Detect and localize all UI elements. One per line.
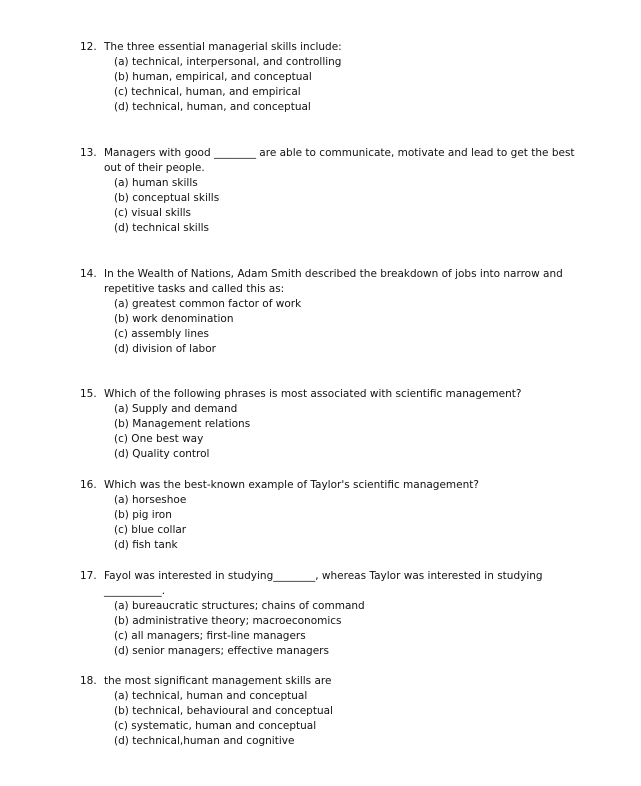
options-list: [80, 297, 580, 357]
question-16: [80, 478, 580, 553]
question-number: 12.: [80, 41, 97, 53]
options-list: [80, 176, 580, 236]
question-text: Managers with good ________ are able to communicate, motivate and lead to get the best out of their people.: [104, 147, 575, 174]
option: (d) division of labor: [114, 343, 216, 355]
question-12: [80, 40, 580, 115]
options-list: [80, 493, 580, 553]
option: (b) Management relations: [114, 418, 251, 430]
question-14: [80, 267, 580, 357]
option: (c) systematic, human and conceptual: [114, 720, 317, 732]
question-number: 15.: [80, 388, 97, 400]
question-number: 17.: [80, 570, 97, 582]
option: (d) technical,human and cognitive: [114, 735, 295, 747]
question-15: [80, 387, 580, 462]
option: (c) all managers; first-line managers: [114, 630, 306, 642]
option: (b) conceptual skills: [114, 192, 220, 204]
question-text: the most significant management skills are: [104, 675, 332, 687]
option: (c) technical, human, and empirical: [114, 86, 301, 98]
option: (d) fish tank: [114, 539, 178, 551]
option: (a) greatest common factor of work: [114, 298, 302, 310]
question-number: 14.: [80, 268, 97, 280]
question-text: Fayol was interested in studying________, whereas Taylor was interested in studying ___________.: [104, 570, 543, 597]
option: (d) technical skills: [114, 222, 210, 234]
question-17: [80, 569, 580, 659]
option: (c) blue collar: [114, 524, 187, 536]
question-text: In the Wealth of Nations, Adam Smith described the breakdown of jobs into narrow and repetitive tasks and called this as:: [104, 268, 563, 295]
question-13: [80, 146, 580, 236]
question-18: [80, 674, 580, 749]
question-text: Which of the following phrases is most associated with scientific management?: [104, 388, 522, 400]
option: (a) Supply and demand: [114, 403, 238, 415]
option: (a) horseshoe: [114, 494, 187, 506]
question-text: The three essential managerial skills include:: [104, 41, 342, 53]
option: (b) technical, behavioural and conceptual: [114, 705, 333, 717]
question-text: Which was the best-known example of Taylor's scientific management?: [104, 479, 479, 491]
option: (c) assembly lines: [114, 328, 209, 340]
option: (a) bureaucratic structures; chains of command: [114, 600, 365, 612]
option: (a) technical, human and conceptual: [114, 690, 308, 702]
option: (b) pig iron: [114, 509, 172, 521]
option: (c) One best way: [114, 433, 204, 445]
option: (a) human skills: [114, 177, 198, 189]
options-list: [80, 55, 580, 115]
question-number: 18.: [80, 675, 97, 687]
option: (d) senior managers; effective managers: [114, 645, 329, 657]
question-number: 16.: [80, 479, 97, 491]
option: (a) technical, interpersonal, and controlling: [114, 56, 342, 68]
option: (b) human, empirical, and conceptual: [114, 71, 312, 83]
option: (b) administrative theory; macroeconomics: [114, 615, 342, 627]
option: (d) Quality control: [114, 448, 210, 460]
option: (c) visual skills: [114, 207, 192, 219]
option: (b) work denomination: [114, 313, 234, 325]
options-list: [80, 402, 580, 462]
question-number: 13.: [80, 147, 97, 159]
options-list: [80, 599, 580, 659]
options-list: [80, 689, 580, 749]
option: (d) technical, human, and conceptual: [114, 101, 311, 113]
